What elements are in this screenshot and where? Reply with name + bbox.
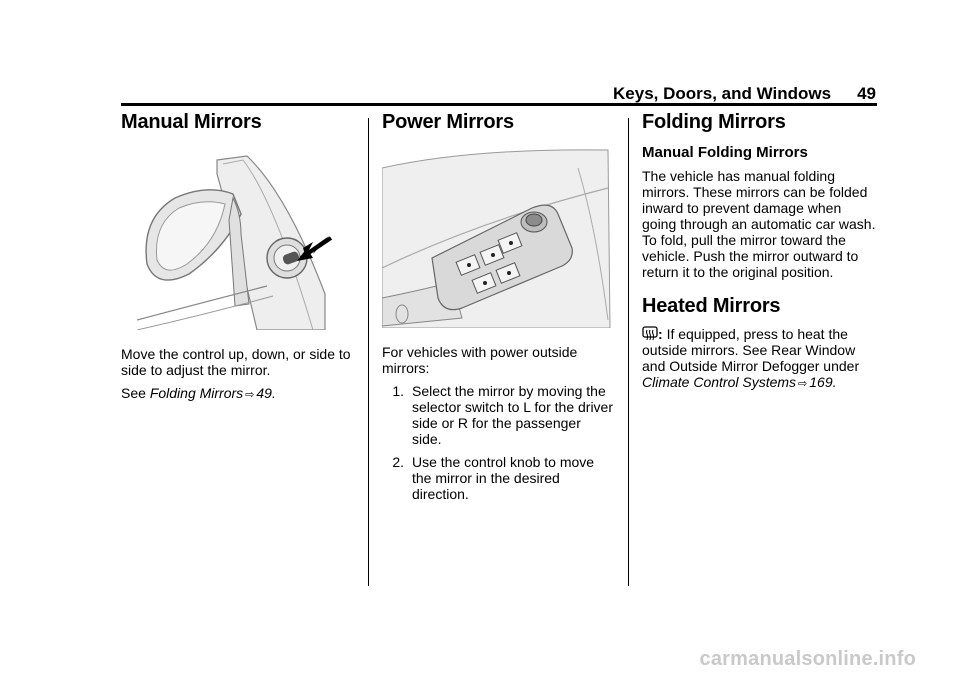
power-mirror-switch-illustration [382,148,612,328]
manual-folding-mirrors-subheading: Manual Folding Mirrors [642,144,808,161]
heated-mirrors-heading: Heated Mirrors [642,295,781,317]
column-divider-2 [628,118,629,586]
column-divider-1 [368,118,369,586]
power-mirrors-intro: For vehicles with power outside mirrors: [382,344,578,376]
manual-mirrors-text: Move the control up, down, or side to side to adjust the mirror. [121,346,351,378]
folding-mirrors-link[interactable]: Folding Mirrors [149,385,244,401]
heated-mirrors-text: : If equipped, press to heat the outside mirrors. See Rear Window and Outside Mirror Defogger under Climate Control Systems ⇨ 169. [642,326,860,390]
see-page[interactable]: 49 [256,385,272,401]
column-power-mirrors [382,110,614,509]
heated-page[interactable]: 169 [809,374,833,390]
rear-defog-icon [642,326,658,341]
section-title: Keys, Doors, and Windows [613,84,832,103]
page-number: 49 [857,84,876,103]
list-item: 2. Use the control knob to move the mirror in the desired direction. [392,454,595,502]
watermark: carmanualsonline.info [699,648,916,670]
header-rule [121,103,877,106]
column-folding-heated-mirrors [642,110,878,399]
climate-control-systems-link[interactable]: Climate Control Systems [642,374,797,390]
folding-mirrors-heading: Folding Mirrors [642,111,786,133]
see-folding-mirrors: See Folding Mirrors ⇨ 49. [121,385,276,401]
power-mirrors-heading: Power Mirrors [382,111,514,133]
manual-mirror-illustration [137,154,333,330]
folding-mirrors-text: The vehicle has manual folding mirrors. These mirrors can be folded inward to prevent damage when going through an automatic car wash. To fold, pull the mirror toward the vehicle. Push the mirror outward to return it to the original position. [642,168,876,280]
page-reference-icon: ⇨ [245,389,255,401]
column-manual-mirrors [121,110,353,410]
see-prefix: See [121,385,146,401]
power-mirrors-steps [382,383,614,502]
page-header [0,84,876,104]
manual-mirrors-heading: Manual Mirrors [121,111,262,133]
page-reference-icon: ⇨ [798,378,808,390]
list-item: 1. Select the mirror by moving the selector switch to L for the driver side or R for the passenger side. [392,383,614,447]
